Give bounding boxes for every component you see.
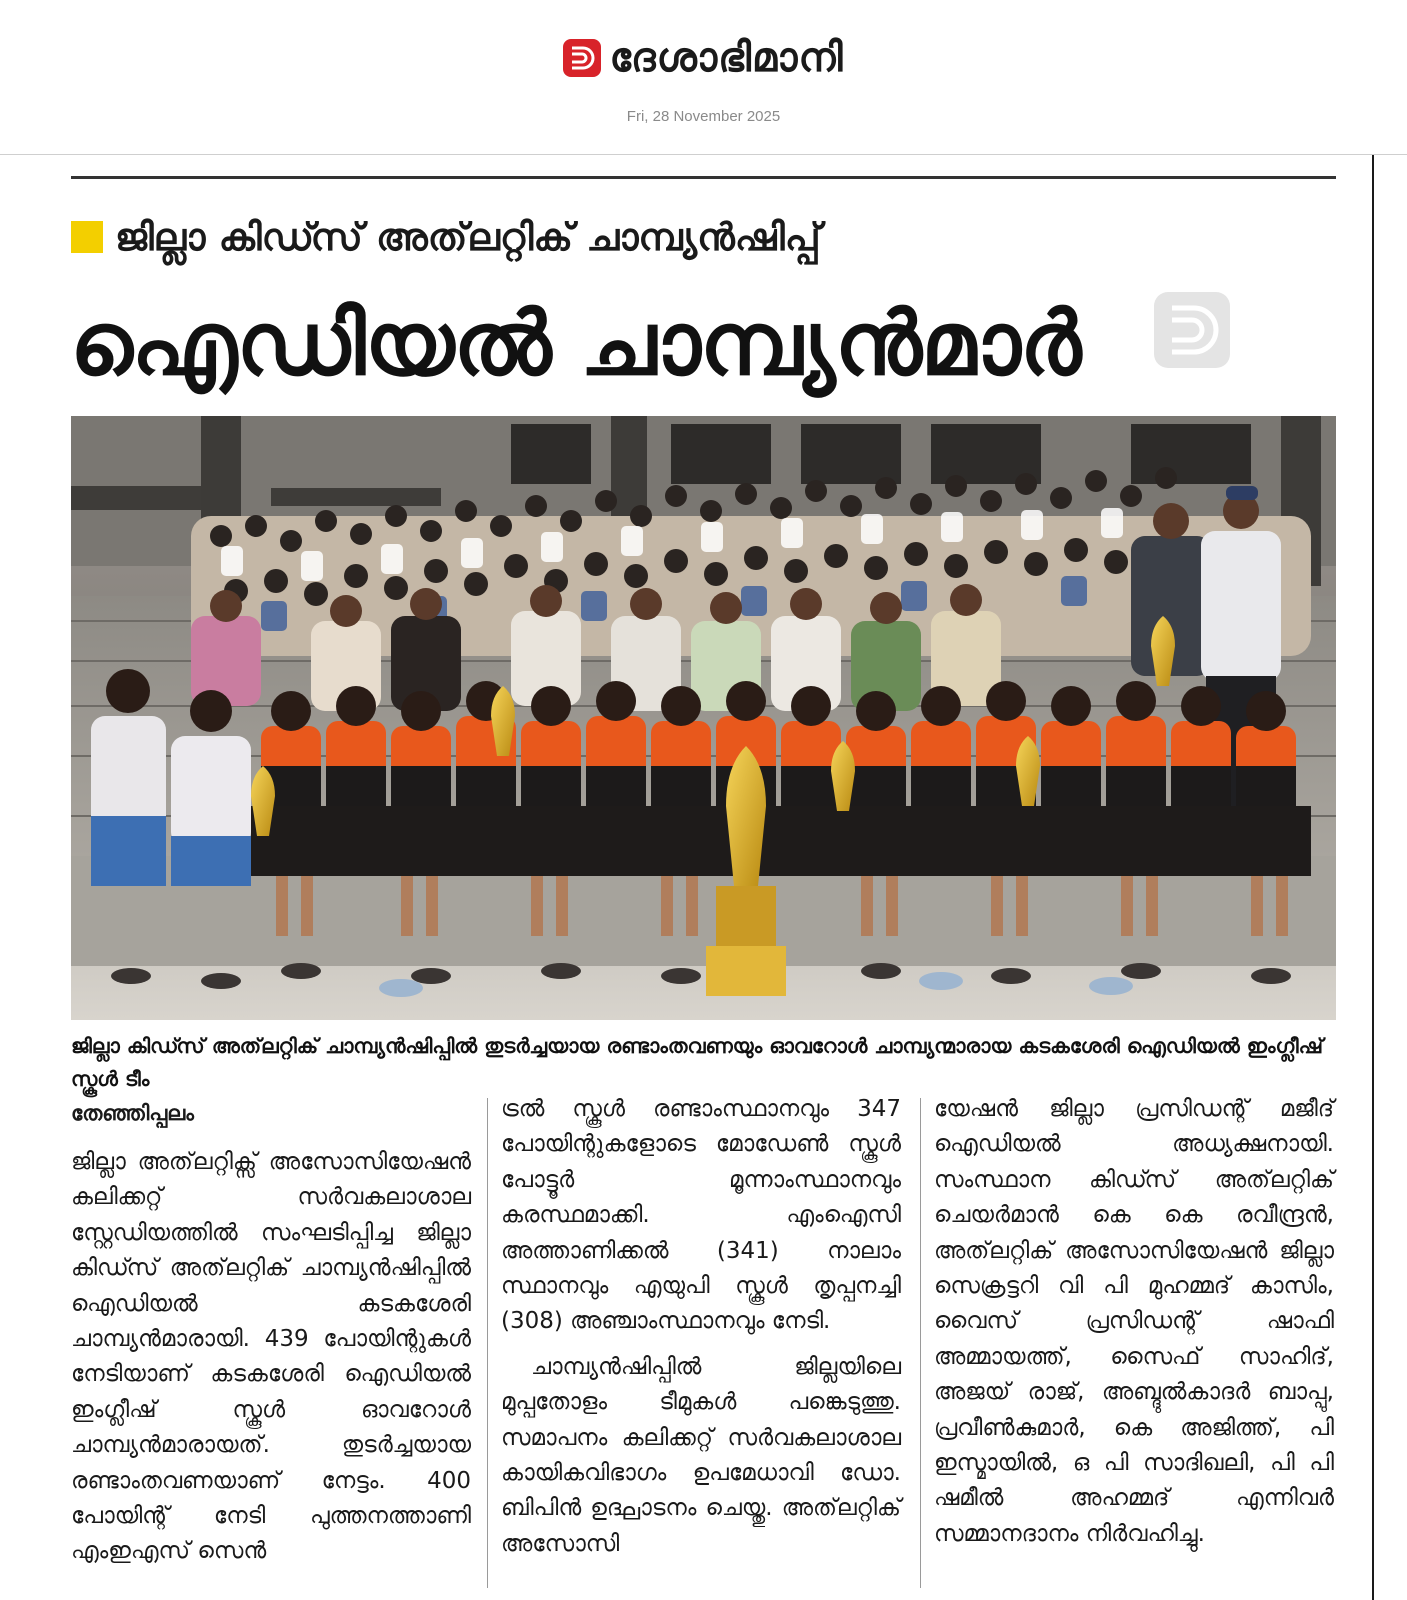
column-2-text-1: ട്രൽ സ്കൂൾ രണ്ടാംസ്ഥാനവും 347 പോയിന്റുകളോടെ മോഡേൺ സ്കൂൾ പോട്ടൂർ മൂന്നാംസ്ഥാനവും കരസ്ഥമാക്കി. എംഐസി അത്താണിക്കൽ (341) നാലാം സ്ഥാനവും എയുപി സ്കൂൾ തൃപ്പനച്ചി (308) അഞ്ചാംസ്ഥാനവും നേടി. (501, 1096, 901, 1335)
dateline: തേഞ്ഞിപ്പലം (71, 1101, 194, 1125)
site-logo[interactable] (0, 34, 1407, 82)
logo-text: ദേശാഭിമാനി (609, 35, 844, 81)
kicker-text: ജില്ലാ കിഡ്സ് അത്‌ലറ്റിക് ചാമ്പ്യൻഷിപ്പ് (115, 215, 821, 259)
page-edge-rule (1372, 155, 1374, 1600)
article-headline: ഐഡിയൽ ചാമ്പ്യൻമാർ (70, 292, 1081, 395)
photo-caption: ജില്ലാ കിഡ്സ് അത്‌ലറ്റിക് ചാമ്പ്യൻഷിപ്പിൽ തുടർച്ചയായ രണ്ടാംതവണയും ഓവറോൾ ചാമ്പ്യന്മാരായ കടകശേരി ഐഡിയൽ ഇംഗ്ലീഷ് സ്കൂൾ ടീം (71, 1034, 1323, 1091)
column-divider (920, 1098, 921, 1588)
team-photo-illustration (71, 416, 1336, 1020)
deshabhimani-watermark-icon (1152, 290, 1232, 370)
article-kicker (71, 208, 821, 266)
article-column-3 (934, 1092, 1334, 1552)
column-3-text: യേഷൻ ജില്ലാ പ്രസിഡന്റ് മജീദ് ഐഡിയൽ അധ്യക്ഷനായി. സംസ്ഥാന കിഡ്സ് അത്‌ലറ്റിക് ചെയർമാൻ കെ കെ രവീന്ദ്രൻ, അത്‌ലറ്റിക് അസോസിയേഷൻ ജില്ലാ സെക്രട്ടറി വി പി മുഹമ്മദ് കാസിം, വൈസ് പ്രസിഡന്റ് ഷാഫി അമ്മായത്ത്, സൈഫ് സാഹിദ്, അജയ് രാജ്, അബ്ദുൽകാദർ ബാപ്പു, പ്രവീൺകുമാർ, കെ അജിത്ത്, പി ഇസ്മായിൽ, ഒ പി സാദിഖലി, പി പി ഷമീൽ അഹമ്മദ് എന്നിവർ സമ്മാനദാനം നിർവഹിച്ചു. (934, 1096, 1334, 1547)
kicker-marker (71, 221, 103, 253)
masthead (0, 0, 1407, 155)
column-divider (487, 1098, 488, 1588)
section-rule (71, 176, 1336, 179)
publication-date: Fri, 28 November 2025 (626, 108, 781, 125)
team-photo (71, 416, 1336, 1020)
deshabhimani-logo-icon (563, 39, 601, 77)
column-2-text-2: ചാമ്പ്യൻഷിപ്പിൽ ജില്ലയിലെ മുപ്പതോളം ടീമുകൾ പങ്കെടുത്തു. സമാപനം കലിക്കറ്റ് സർവകലാശാല കായികവിഭാഗം ഉപമേധാവി ഡോ. ബിപിൻ ഉദ്ഘാടനം ചെയ്തു. അത്‌ലറ്റിക് അസോസി (501, 1353, 901, 1557)
article-column-1 (71, 1092, 471, 1570)
article-column-2 (501, 1092, 901, 1562)
column-1-text: ജില്ലാ അത്‌ലറ്റിക്സ് അസോസിയേഷൻ കലിക്കറ്റ് സർവകലാശാല സ്റ്റേഡിയത്തിൽ സംഘടിപ്പിച്ച ജില്ലാ കിഡ്സ് അത്‌ലറ്റിക് ചാമ്പ്യൻഷിപ്പിൽ ഐഡിയൽ കടകശേരി ചാമ്പ്യൻമാരായി. 439 പോയിന്റുകൾ നേടിയാണ് കടകശേരി ഐഡിയൽ ഇംഗ്ലീഷ് സ്കൂൾ ഓവറോൾ ചാമ്പ്യൻമാരായത്. തുടർച്ചയായ രണ്ടാംതവണയാണ് നേട്ടം. 400 പോയിന്റ് നേടി പുത്തനത്താണി എംഇഎസ് സെൻ (71, 1149, 471, 1565)
